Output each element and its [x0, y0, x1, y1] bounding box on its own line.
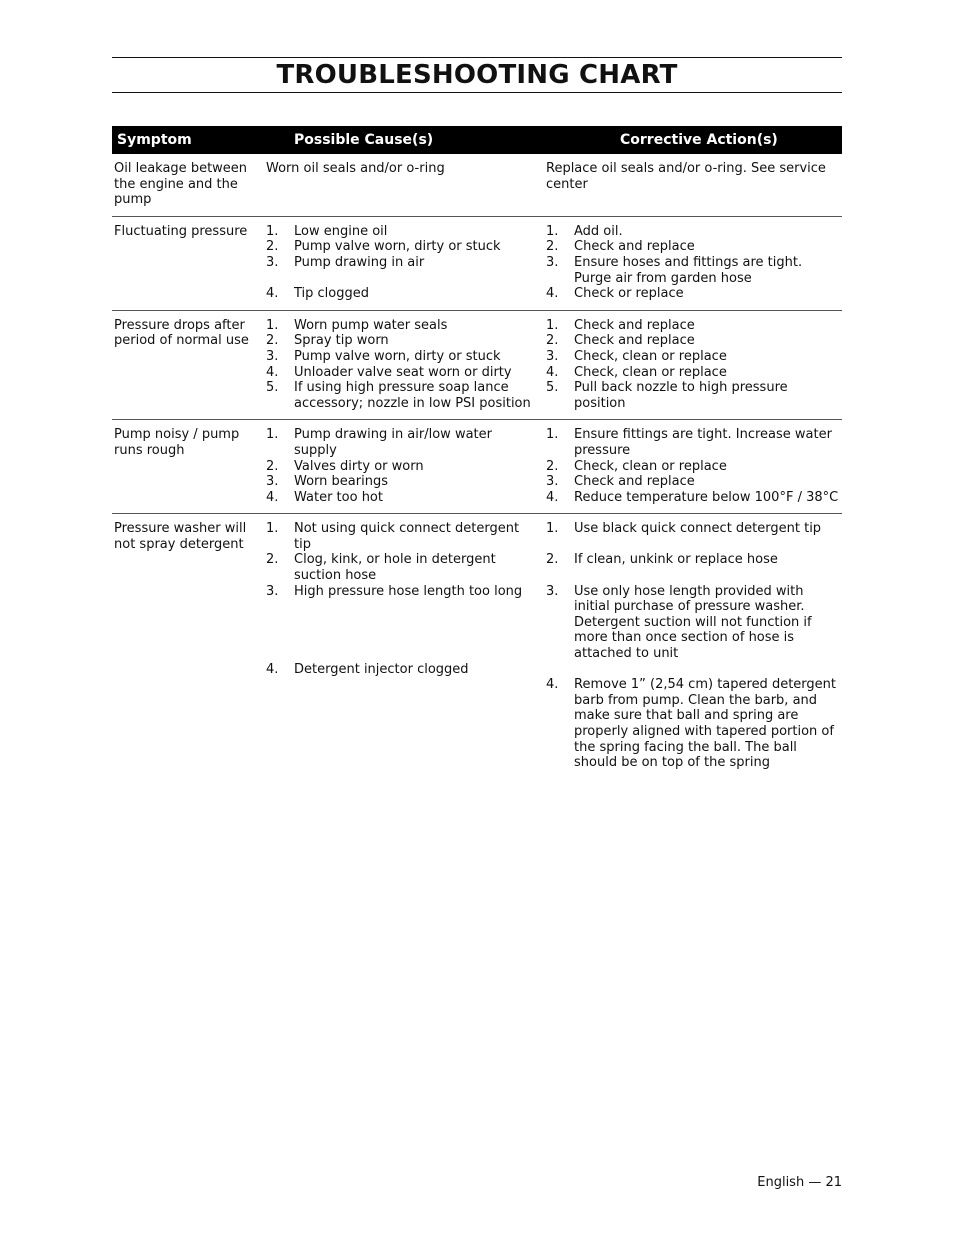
cause-text: Low engine oil	[294, 223, 388, 239]
cause-list	[266, 427, 546, 505]
cause-item	[266, 239, 538, 255]
cause-item	[266, 474, 538, 490]
column-header-cause: Possible Cause(s)	[294, 132, 434, 148]
action-number: 5.	[546, 380, 559, 396]
cause-text: Spray tip worn	[294, 333, 389, 349]
symptom-cell: Oil leakage between the engine and the pump	[114, 161, 248, 208]
cause-cell: Worn oil seals and/or o-ring	[266, 161, 445, 176]
action-number: 4.	[546, 364, 559, 380]
table-row	[112, 311, 842, 421]
cause-text: Tip clogged	[294, 286, 370, 302]
cause-text: Pump drawing in air	[294, 254, 425, 270]
action-number: 2.	[546, 458, 559, 474]
spacer	[546, 537, 842, 553]
cause-item	[266, 349, 538, 365]
symptom-cell: Fluctuating pressure	[114, 223, 248, 239]
column-header-symptom: Symptom	[117, 132, 192, 148]
action-item	[546, 584, 842, 662]
cause-text: Clog, kink, or hole in detergent suction hose	[294, 552, 496, 584]
table-row	[112, 514, 842, 779]
cause-item	[266, 286, 538, 302]
action-number: 3.	[546, 583, 559, 599]
cause-text: If using high pressure soap lance accessory; nozzle in low PSI position	[294, 380, 531, 411]
cause-list	[266, 224, 546, 302]
action-number: 4.	[546, 677, 559, 693]
cause-number: 4.	[266, 364, 279, 380]
cause-item	[266, 318, 538, 334]
symptom-cell: Pressure drops after period of normal use	[114, 317, 249, 349]
cause-number: 2.	[266, 458, 279, 474]
action-text: Check, clean or replace	[574, 458, 727, 474]
cause-list	[266, 521, 546, 771]
cause-number: 1.	[266, 223, 279, 239]
symptom-cell: Pump noisy / pump runs rough	[114, 427, 240, 458]
cause-item	[266, 662, 538, 678]
action-text: Use only hose length provided with initial purchase of pressure washer. Detergent suction will not function if more than once section of hose is attached to unit	[574, 583, 812, 662]
action-item	[546, 677, 842, 771]
cause-number: 3.	[266, 348, 279, 364]
action-number: 1.	[546, 317, 559, 333]
action-item	[546, 224, 842, 240]
action-number: 2.	[546, 552, 559, 568]
cause-text: Pump valve worn, dirty or stuck	[294, 348, 501, 364]
cause-number: 3.	[266, 583, 279, 599]
cause-text: Not using quick connect detergent tip	[294, 521, 520, 552]
cause-item	[266, 490, 538, 506]
cause-number: 4.	[266, 286, 279, 302]
cause-text: Unloader valve seat worn or dirty	[294, 364, 512, 380]
cause-number: 3.	[266, 474, 279, 490]
action-cell: Replace oil seals and/or o-ring. See service center	[546, 161, 826, 192]
page-footer: English — 21	[757, 1175, 842, 1190]
action-text: If clean, unkink or replace hose	[574, 552, 778, 568]
action-text: Check and replace	[574, 474, 695, 490]
action-list	[546, 318, 842, 412]
cause-item	[266, 255, 538, 271]
action-number: 3.	[546, 474, 559, 490]
action-list	[546, 224, 842, 302]
action-list	[546, 521, 842, 771]
cause-text: High pressure hose length too long	[294, 583, 523, 599]
cause-number: 2.	[266, 333, 279, 349]
table-row	[112, 217, 842, 311]
cause-item	[266, 224, 538, 240]
cause-number: 1.	[266, 427, 279, 443]
troubleshooting-table	[112, 126, 842, 779]
action-text: Check or replace	[574, 286, 684, 302]
action-number: 4.	[546, 286, 559, 302]
spacer	[266, 646, 538, 662]
action-item	[546, 521, 842, 537]
action-text: Check, clean or replace	[574, 348, 727, 364]
action-item	[546, 474, 842, 490]
action-item	[546, 459, 842, 475]
action-number: 2.	[546, 333, 559, 349]
action-item	[546, 427, 842, 458]
action-text: Check and replace	[574, 239, 695, 255]
action-item	[546, 255, 842, 286]
action-item	[546, 333, 842, 349]
symptom-cell: Pressure washer will not spray detergent	[114, 521, 247, 552]
table-row	[112, 154, 842, 217]
action-item	[546, 349, 842, 365]
cause-number: 2.	[266, 239, 279, 255]
cause-number: 5.	[266, 380, 279, 396]
action-item	[546, 490, 842, 506]
action-text: Pull back nozzle to high pressure position	[574, 380, 788, 411]
action-text: Ensure fittings are tight. Increase water pressure	[574, 427, 832, 458]
cause-item	[266, 380, 538, 411]
action-number: 1.	[546, 223, 559, 239]
cause-item	[266, 427, 538, 458]
action-number: 2.	[546, 239, 559, 255]
table-header	[112, 126, 842, 154]
cause-text: Pump drawing in air/low water supply	[294, 427, 492, 458]
action-text: Remove 1” (2,54 cm) tapered detergent barb from pump. Clean the barb, and make sure that ball and spring are properly aligned with tapered portion of the spring facing the ball. The ball should be on top of the spring	[574, 677, 836, 771]
cause-item	[266, 584, 538, 600]
action-number: 1.	[546, 521, 559, 537]
action-text: Check and replace	[574, 333, 695, 349]
action-text: Reduce temperature below 100°F / 38°C	[574, 489, 839, 505]
cause-number: 1.	[266, 521, 279, 537]
spacer	[266, 630, 538, 646]
action-text: Ensure hoses and fittings are tight. Purge air from garden hose	[574, 254, 803, 286]
spacer	[546, 662, 842, 678]
page-title: TROUBLESHOOTING CHART	[276, 60, 678, 90]
spacer	[266, 599, 538, 615]
action-number: 4.	[546, 489, 559, 505]
cause-text: Water too hot	[294, 489, 383, 505]
cause-item	[266, 365, 538, 381]
cause-text: Worn bearings	[294, 474, 388, 490]
action-list	[546, 427, 842, 505]
action-item	[546, 552, 842, 568]
cause-item	[266, 333, 538, 349]
cause-number: 2.	[266, 552, 279, 568]
action-text: Use black quick connect detergent tip	[574, 521, 822, 537]
cause-item	[266, 521, 538, 552]
action-number: 1.	[546, 427, 559, 443]
cause-text: Valves dirty or worn	[294, 458, 424, 474]
cause-item	[266, 459, 538, 475]
cause-number: 1.	[266, 317, 279, 333]
action-text: Check and replace	[574, 317, 695, 333]
action-text: Check, clean or replace	[574, 364, 727, 380]
cause-item	[266, 552, 538, 583]
action-item	[546, 286, 842, 302]
cause-number: 4.	[266, 661, 279, 677]
column-header-action: Corrective Action(s)	[620, 132, 778, 148]
page-title-rule	[112, 57, 842, 93]
spacer	[546, 568, 842, 584]
action-number: 3.	[546, 254, 559, 270]
action-item	[546, 380, 842, 411]
spacer	[266, 271, 538, 287]
cause-text: Detergent injector clogged	[294, 661, 469, 677]
spacer	[266, 615, 538, 631]
cause-number: 3.	[266, 254, 279, 270]
action-item	[546, 318, 842, 334]
action-text: Add oil.	[574, 223, 623, 239]
cause-text: Pump valve worn, dirty or stuck	[294, 239, 501, 255]
action-item	[546, 239, 842, 255]
table-row	[112, 420, 842, 514]
cause-text: Worn pump water seals	[294, 317, 448, 333]
cause-number: 4.	[266, 489, 279, 505]
action-item	[546, 365, 842, 381]
cause-list	[266, 318, 546, 412]
action-number: 3.	[546, 348, 559, 364]
